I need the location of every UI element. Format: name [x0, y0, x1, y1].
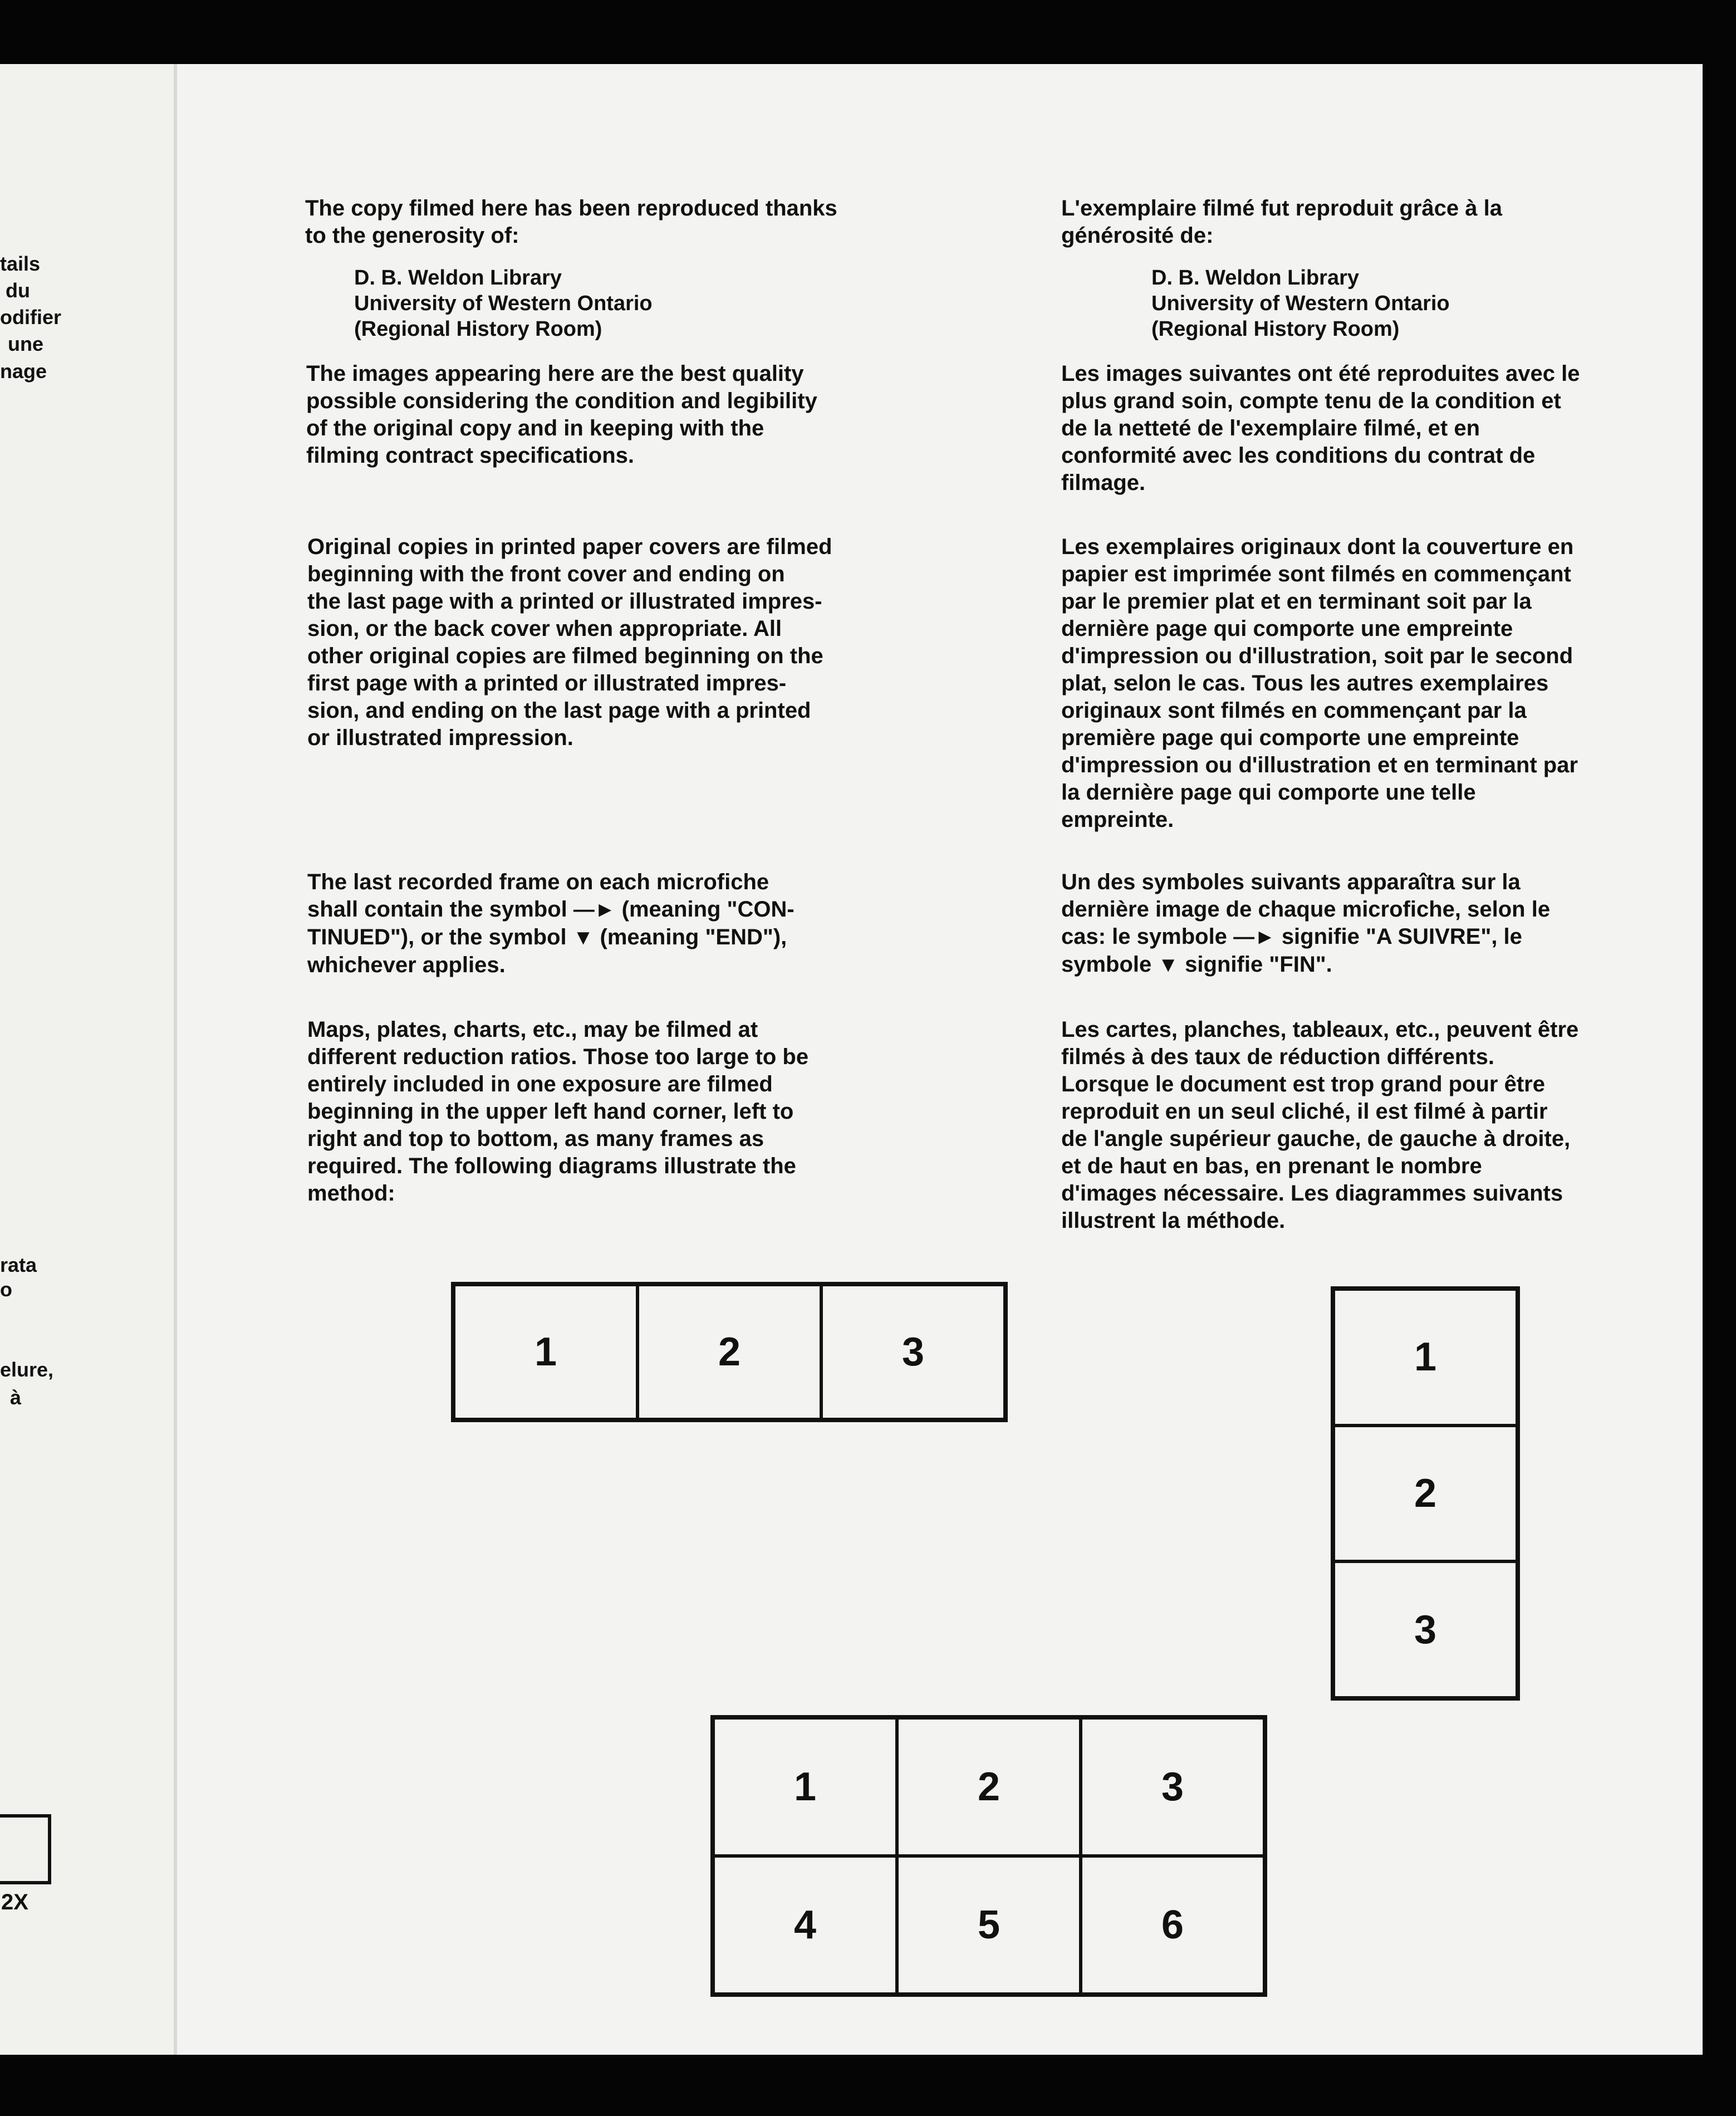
french-symbols-line: cas: le symbole —► signifie "A SUIVRE", le — [1061, 923, 1550, 951]
french-symbols — [1061, 869, 1550, 979]
facing-fragment: à — [10, 1386, 22, 1409]
french-symbols-line: dernière image de chaque microfiche, selon le — [1061, 897, 1551, 922]
english-covers: Original copies in printed paper covers are filmed beginning with the front cover and ending on the last page with a printed or illustrated impres- sion, or the back cover when appropriate. All other original copies are filmed beginning on the first page with a printed or illustrated impres- sion, and ending on the last page with a printed or illustrated impression. — [307, 535, 832, 750]
scale-box — [0, 1814, 51, 1884]
facing-fragment: odifier — [0, 306, 62, 329]
french-symbols-line: symbole ▼ signifie "FIN". — [1061, 951, 1550, 979]
english-quality: The images appearing here are the best quality possible considering the condition and legibility of the original copy and in keeping with the filming contract specifications. — [306, 361, 817, 468]
french-library: D. B. Weldon Library University of Western Ontario (Regional History Room) — [1151, 266, 1450, 341]
triangle-icon: ▼ — [1158, 953, 1179, 977]
french-quality: Les images suivantes ont été reproduites avec le plus grand soin, compte tenu de la condition et de la netteté de l'exemplaire filmé, et en conformité avec les conditions du contrat de filmage. — [1061, 361, 1580, 495]
french-symbols-line: Un des symboles suivants apparaîtra sur la — [1061, 870, 1521, 894]
scan-border-bottom — [0, 2055, 1736, 2116]
frame-cell: 1 — [1333, 1289, 1517, 1426]
english-intro: The copy filmed here has been reproduced thanks to the generosity of: — [305, 196, 837, 248]
english-maps: Maps, plates, charts, etc., may be filmed at different reduction ratios. Those too large to be entirely included in one exposure are filmed beginning in the upper left hand corner, left to right and top to bottom, as many frames as required. The following diagrams illustrate the method: — [307, 1017, 809, 1206]
triangle-icon: ▼ — [572, 926, 594, 949]
arrow-icon: —► — [1233, 925, 1276, 949]
facing-fragment: tails — [0, 252, 41, 275]
facing-fragment: elure, — [0, 1358, 54, 1381]
english-symbols — [307, 869, 795, 979]
facing-fragment: o — [0, 1278, 12, 1301]
english-library: D. B. Weldon Library University of Western Ontario (Regional History Room) — [354, 266, 653, 341]
frame-cell: 3 — [1081, 1718, 1264, 1856]
french-covers: Les exemplaires originaux dont la couverture en papier est imprimée sont filmés en commençant par le premier plat et en terminant soit par la dernière page qui comporte une empreinte d'impression ou d'illustration, soit par le second plat, selon le cas. Tous les autres exemplaires originaux sont filmés en commençant par la première page qui comporte une empreinte d'impression ou d'illustration et en terminant par la dernière page qui comporte une telle empreinte. — [1061, 535, 1578, 832]
facing-fragment: nage — [0, 360, 47, 383]
frame-cell: 3 — [1333, 1561, 1517, 1698]
frame-cell: 5 — [897, 1856, 1081, 1994]
vertical-frame-diagram — [1331, 1286, 1520, 1701]
horizontal-frame-diagram — [451, 1282, 1008, 1422]
arrow-icon: —► — [573, 898, 616, 922]
english-symbols-line: shall contain the symbol —► (meaning "CON- — [307, 896, 795, 924]
grid-frame-diagram — [710, 1715, 1267, 1997]
facing-fragment: du — [6, 279, 30, 302]
frame-cell: 2 — [637, 1285, 821, 1419]
facing-fragment: une — [8, 332, 44, 355]
frame-cell: 2 — [897, 1718, 1081, 1856]
scan-border-right — [1703, 0, 1736, 2116]
english-symbols-line: whichever applies. — [307, 953, 506, 977]
scale-label: 2X — [1, 1890, 28, 1914]
scan-border-top — [0, 0, 1736, 64]
facing-fragment: rata — [0, 1253, 37, 1276]
frame-cell: 1 — [454, 1285, 637, 1419]
frame-cell: 1 — [713, 1718, 897, 1856]
french-intro: L'exemplaire filmé fut reproduit grâce à la générosité de: — [1061, 196, 1502, 248]
english-symbols-line: The last recorded frame on each microfiche — [307, 870, 769, 894]
french-maps: Les cartes, planches, tableaux, etc., peuvent être filmés à des taux de réduction différents. Lorsque le document est trop grand pour être reproduit en un seul cliché, il est filmé à partir de l'angle supérieur gauche, de gauche à droite, et de haut en bas, en prenant le nombre d'images nécessaire. Les diagrammes suivants illustrent la méthode. — [1061, 1017, 1579, 1233]
frame-cell: 2 — [1333, 1426, 1517, 1562]
frame-cell: 3 — [821, 1285, 1005, 1419]
frame-cell: 4 — [713, 1856, 897, 1994]
frame-cell: 6 — [1081, 1856, 1264, 1994]
english-symbols-line: TINUED"), or the symbol ▼ (meaning "END"), — [307, 924, 795, 952]
